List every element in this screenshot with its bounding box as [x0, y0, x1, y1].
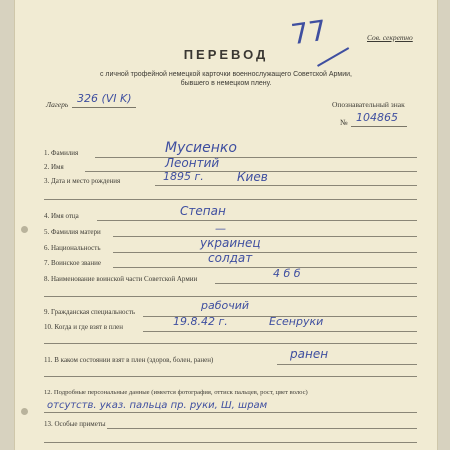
field-label-nationality: 6. Национальность [44, 244, 101, 252]
field-label-rank: 7. Воинское звание [44, 259, 101, 267]
field-value-father: Степан [180, 204, 226, 218]
field-value-captured-place: Есенруки [269, 315, 324, 328]
field-value-name: Леонтий [165, 156, 220, 170]
field-line [107, 428, 417, 429]
camp-underline [72, 107, 136, 108]
document-title: ПЕРЕВОД [183, 47, 269, 62]
document-subtitle [55, 70, 397, 88]
camp-value: 326 (VI K) [77, 92, 132, 105]
field-line [44, 296, 417, 297]
field-value-rank: солдат [208, 251, 253, 265]
field-line [44, 343, 417, 344]
punch-hole [21, 408, 28, 415]
field-value-nationality: украинец [200, 236, 261, 250]
tag-number-underline [351, 126, 407, 127]
field-value-mother: — [215, 222, 226, 235]
field-label-profession: 9. Гражданская специальность [44, 308, 136, 316]
punch-hole [21, 226, 28, 233]
field-line [44, 376, 417, 377]
field-label-name: 2. Имя [44, 163, 64, 171]
field-line [215, 283, 417, 284]
field-line [44, 412, 417, 413]
tag-label: Опознавательный знак [332, 100, 405, 109]
field-label-birth: 3. Дата и место рождения [44, 177, 121, 185]
field-label-mother: 5. Фамилия матери [44, 228, 101, 236]
field-value-profession: рабочий [201, 299, 250, 312]
tag-number-label: № [340, 118, 348, 127]
field-value-unit: 4 б б [273, 267, 301, 280]
field-label-condition: 11. В каком состоянии взят в плен (здоров, болен, ранен) [44, 356, 214, 364]
field-line [113, 267, 417, 268]
camp-label: Лагерь [46, 100, 69, 109]
field-value-details: отсутств. указ. пальца пр. руки, Ш, шрам [47, 400, 268, 411]
subtitle-line: с личной трофейной немецкой карточки военнослужащего Советской Армии, [99, 71, 353, 78]
field-line [277, 364, 417, 365]
field-line [113, 252, 417, 253]
classification-mark: Сов. секретно [367, 33, 413, 42]
document-sheet [14, 0, 438, 450]
field-label-details: 12. Подробные персональные данные (имеется фотография, оттиск пальцев, рост, цвет волос) [44, 389, 308, 396]
field-label-surname: 1. Фамилия [44, 149, 79, 157]
field-value-captured-date: 19.8.42 г. [173, 315, 228, 328]
field-label-captured: 10. Когда и где взят в плен [44, 323, 123, 331]
field-label-marks: 13. Особые приметы [44, 420, 106, 428]
tag-number-value: 104865 [356, 111, 398, 124]
field-line [113, 236, 417, 237]
field-value-surname: Мусиенко [165, 140, 237, 156]
field-line [97, 220, 417, 221]
field-label-unit: 8. Наименование воинской части Советской Армии [44, 275, 198, 283]
field-line [95, 157, 417, 158]
field-value-condition: ранен [290, 347, 329, 361]
handwritten-number: 77 [288, 13, 329, 52]
field-line [155, 185, 417, 186]
field-line [44, 442, 417, 443]
subtitle-line: бывшего в немецком плену. [180, 80, 272, 87]
field-value-birth-year: 1895 г. [163, 170, 204, 183]
field-line [143, 331, 417, 332]
field-label-father: 4. Имя отца [44, 212, 79, 220]
field-value-birth-place: Киев [237, 170, 268, 184]
field-line [44, 199, 417, 200]
